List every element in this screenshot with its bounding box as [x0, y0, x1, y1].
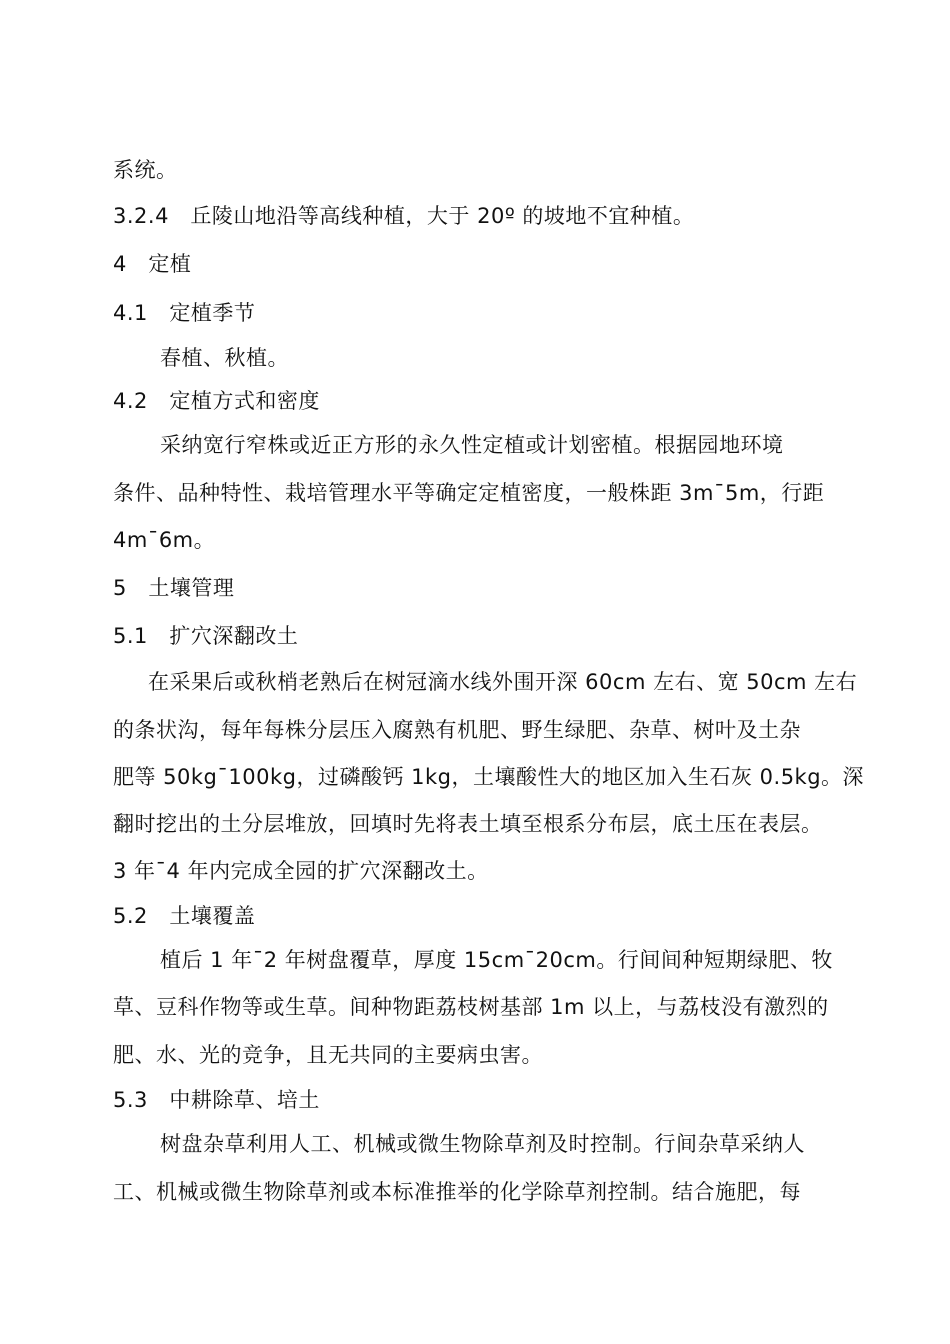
text-line: 系统。 [113, 158, 178, 182]
section-heading: 5 土壤管理 [113, 576, 235, 600]
paragraph-line: 的条状沟，每年每株分层压入腐熟有机肥、野生绿肥、杂草、树叶及土杂 [113, 718, 801, 742]
section-heading: 4 定植 [113, 252, 192, 276]
paragraph-line: 条件、品种特性、栽培管理水平等确定定植密度，一般株距 3m¯5m，行距 [113, 481, 825, 505]
paragraph-line: 工、机械或微生物除草剂或本标准推举的化学除草剂控制。结合施肥，每 [113, 1180, 801, 1204]
paragraph-line: 采纳宽行窄株或近正方形的永久性定植或计划密植。根据园地环境 [160, 433, 784, 457]
paragraph-line: 树盘杂草利用人工、机械或微生物除草剂及时控制。行间杂草采纳人 [160, 1132, 805, 1156]
paragraph-line: 3 年¯4 年内完成全园的扩穴深翻改土。 [113, 859, 489, 883]
paragraph-line: 草、豆科作物等或生草。间种物距荔枝树基部 1m 以上，与荔枝没有激烈的 [113, 995, 829, 1019]
paragraph-line: 在采果后或秋梢老熟后在树冠滴水线外围开深 60cm 左右、宽 50cm 左右 [148, 670, 858, 694]
section-heading: 4.2 定植方式和密度 [113, 389, 320, 413]
paragraph-line: 植后 1 年¯2 年树盘覆草，厚度 15cm¯20cm。行间间种短期绿肥、牧 [160, 948, 833, 972]
section-heading: 5.3 中耕除草、培土 [113, 1088, 320, 1112]
paragraph-line: 4m¯6m。 [113, 528, 216, 552]
section-heading: 3.2.4 丘陵山地沿等高线种植，大于 20º 的坡地不宜种植。 [113, 204, 695, 228]
section-heading: 5.2 土壤覆盖 [113, 904, 256, 928]
paragraph-line: 肥、水、光的竞争，且无共同的主要病虫害。 [113, 1043, 543, 1067]
paragraph-line: 肥等 50kg¯100kg，过磷酸钙 1kg，土壤酸性大的地区加入生石灰 0.5kg。深 [113, 765, 865, 789]
section-heading: 5.1 扩穴深翻改土 [113, 624, 299, 648]
text-line: 春植、秋植。 [160, 346, 289, 370]
paragraph-line: 翻时挖出的土分层堆放，回填时先将表土填至根系分布层，底土压在表层。 [113, 812, 823, 836]
section-heading: 4.1 定植季节 [113, 301, 256, 325]
